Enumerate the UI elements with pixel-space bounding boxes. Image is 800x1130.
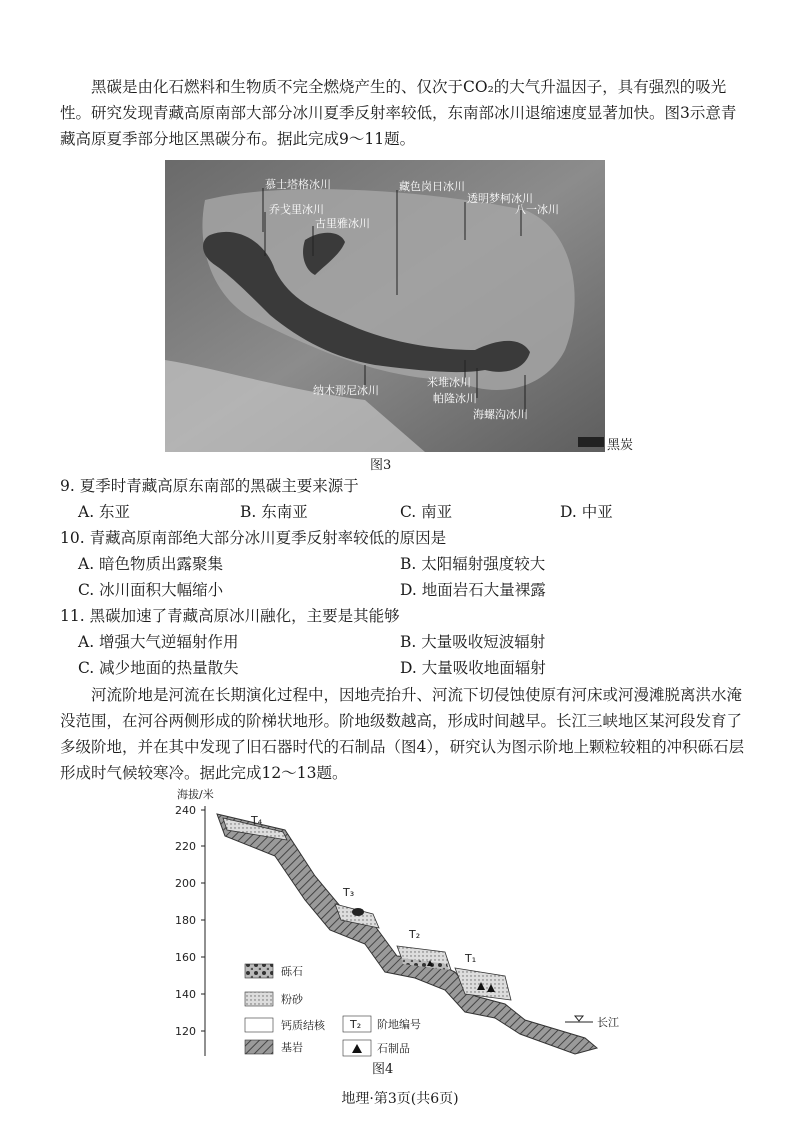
q11-option-d[interactable]: D. 大量吸收地面辐射 bbox=[400, 659, 546, 677]
q10-stem: 10. 青藏高原南部绝大部分冰川夏季反射率较低的原因是 bbox=[60, 529, 447, 547]
q9-option-c[interactable]: C. 南亚 bbox=[400, 503, 453, 521]
y-tick-240: 240 bbox=[175, 804, 196, 817]
glacier-label-4: 透明梦柯冰川 bbox=[467, 192, 533, 205]
terrace-label-t3: T₃ bbox=[343, 886, 355, 899]
legend-calcium-swatch bbox=[245, 1018, 273, 1032]
y-tick-120: 120 bbox=[175, 1025, 196, 1038]
glacier-label-0: 慕士塔格冰川 bbox=[265, 178, 331, 191]
glacier-label-7: 米堆冰川 bbox=[427, 376, 471, 389]
glacier-label-3: 藏色岗日冰川 bbox=[399, 180, 465, 193]
q11-stem: 11. 黑碳加速了青藏高原冰川融化，主要是其能够 bbox=[60, 607, 400, 625]
q9-stem: 9. 夏季时青藏高原东南部的黑碳主要来源于 bbox=[60, 477, 359, 495]
water-level-symbol bbox=[575, 1016, 583, 1021]
y-tick-220: 220 bbox=[175, 840, 196, 853]
legend-bedrock-label: 基岩 bbox=[281, 1041, 303, 1054]
q10-option-b[interactable]: B. 太阳辐射强度较大 bbox=[400, 555, 546, 573]
q10-option-a[interactable]: A. 暗色物质出露聚集 bbox=[78, 555, 224, 573]
q11-option-a[interactable]: A. 增强大气逆辐射作用 bbox=[78, 633, 239, 651]
figure-4-legend bbox=[245, 964, 421, 1056]
legend-calcium-label: 钙质结核 bbox=[281, 1019, 325, 1032]
legend-silt-label: 粉砂 bbox=[281, 993, 303, 1006]
glacier-label-6: 纳木那尼冰川 bbox=[313, 384, 379, 397]
figure-4-terrace-profile bbox=[165, 786, 625, 1066]
legend-silt-swatch bbox=[245, 992, 273, 1006]
q9-option-b[interactable]: B. 东南亚 bbox=[240, 503, 308, 521]
q9-option-d[interactable]: D. 中亚 bbox=[560, 503, 613, 521]
q10-option-d[interactable]: D. 地面岩石大量裸露 bbox=[400, 581, 546, 599]
q9-option-a[interactable]: A. 东亚 bbox=[78, 503, 131, 521]
legend-terrace-no-symbol: T₂ bbox=[350, 1018, 362, 1031]
legend-label-black-carbon: 黑炭 bbox=[607, 438, 634, 453]
glacier-label-8: 帕隆冰川 bbox=[433, 392, 477, 405]
figure-3-map bbox=[165, 160, 605, 452]
legend-gravel-swatch bbox=[245, 964, 273, 978]
y-tick-140: 140 bbox=[175, 988, 196, 1001]
legend-bedrock-swatch bbox=[245, 1040, 273, 1054]
page-footer: 地理·第3页(共6页) bbox=[341, 1091, 459, 1107]
terrace-label-t1: T₁ bbox=[465, 952, 477, 965]
glacier-label-1: 乔戈里冰川 bbox=[269, 203, 324, 216]
figure-4-caption: 图4 bbox=[372, 1062, 394, 1077]
y-tick-160: 160 bbox=[175, 951, 196, 964]
terrace-label-t2: T₂ bbox=[409, 928, 421, 941]
y-tick-180: 180 bbox=[175, 914, 196, 927]
glacier-label-2: 古里雅冰川 bbox=[315, 217, 370, 230]
y-tick-200: 200 bbox=[175, 877, 196, 890]
intro-paragraph-2: 河流阶地是河流在长期演化过程中，因地壳抬升、河流下切侵蚀使原有河床或河漫滩脱离洪水淹没范围，在河谷两侧形成的阶梯状地形。阶地级数越高，形成时间越早。长江三峡地区某河段发育了多级阶地，并在其中发现了旧石器时代的石制品（图4），研究认为图示阶地上颗粒较粗的冲积砾石层形成时气候较寒冷。据此完成12～13题。 bbox=[60, 686, 745, 782]
legend-artifact-label: 石制品 bbox=[377, 1042, 410, 1055]
y-axis-ticks bbox=[175, 804, 205, 1038]
river-label: 长江 bbox=[597, 1016, 619, 1029]
glacier-label-5: 八一冰川 bbox=[515, 203, 559, 216]
intro-paragraph-1: 黑碳是由化石燃料和生物质不完全燃烧产生的、仅次于CO₂的大气升温因子，具有强烈的吸光性。研究发现青藏高原南部大部分冰川夏季反射率较低，东南部冰川退缩速度显著加快。图3示意青藏高原夏季部分地区黑碳分布。据此完成9～11题。 bbox=[60, 78, 737, 148]
q11-option-c[interactable]: C. 减少地面的热量散失 bbox=[78, 659, 239, 677]
terrace-label-t4: T₄ bbox=[251, 814, 263, 827]
legend-swatch-black-carbon bbox=[578, 437, 604, 447]
q10-option-c[interactable]: C. 冰川面积大幅缩小 bbox=[78, 581, 224, 599]
legend-terrace-no-label: 阶地编号 bbox=[377, 1018, 421, 1031]
terrace-t3-gravel bbox=[352, 908, 364, 916]
glacier-label-9: 海螺沟冰川 bbox=[473, 408, 528, 421]
q11-option-b[interactable]: B. 大量吸收短波辐射 bbox=[400, 633, 546, 651]
y-axis-title: 海拔/米 bbox=[177, 788, 214, 801]
figure-3-caption: 图3 bbox=[370, 458, 392, 473]
legend-gravel-label: 砾石 bbox=[281, 965, 303, 978]
